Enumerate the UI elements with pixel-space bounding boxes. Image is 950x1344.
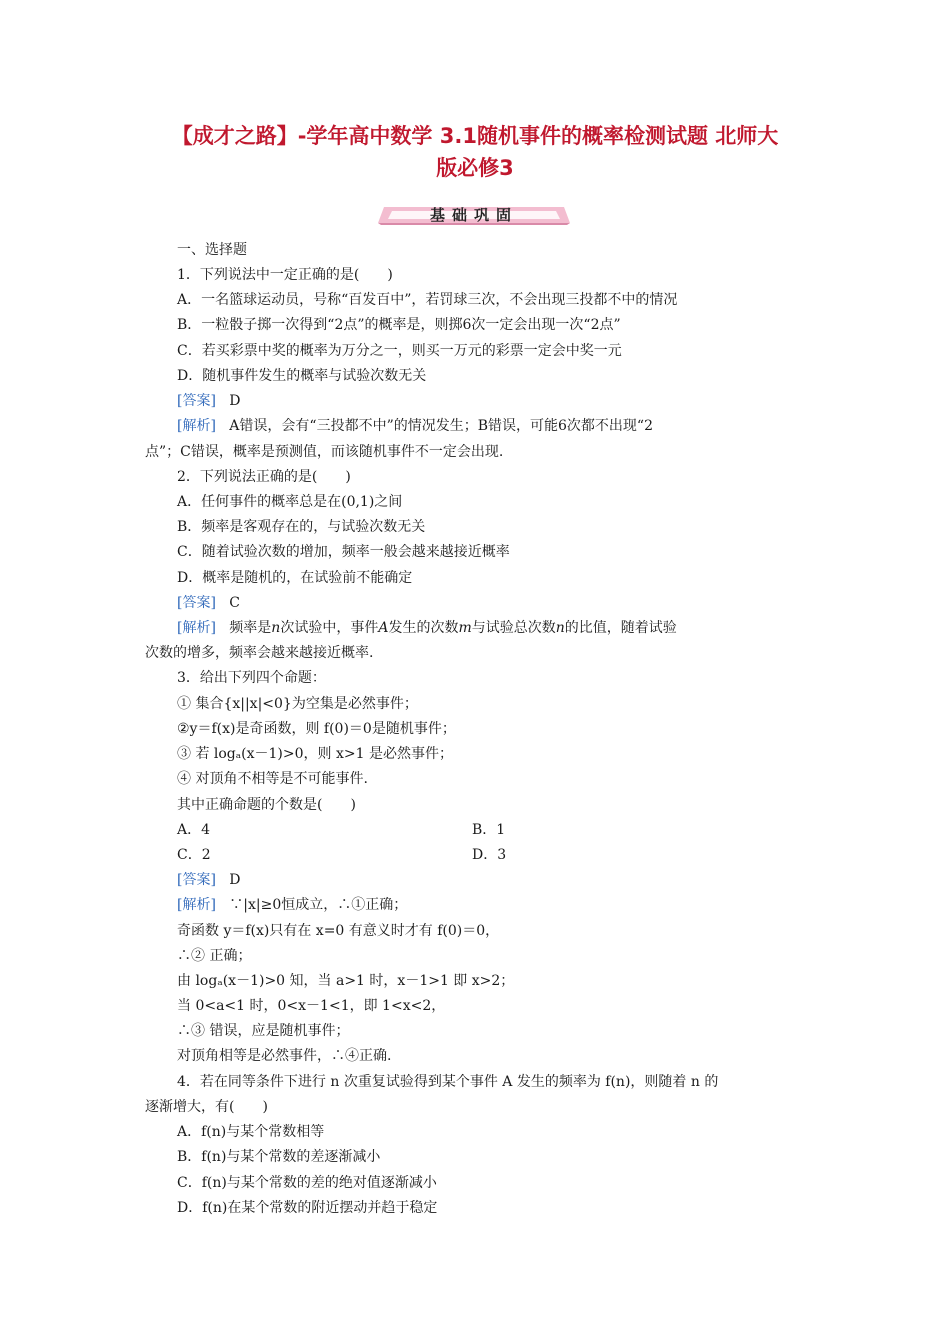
question-1-option-d: D．随机事件发生的概率与试验次数无关 [177,368,427,384]
question-3-proposition-2: ②y＝f(x)是奇函数，则 f(0)＝0是随机事件； [177,721,456,737]
question-3-option-a: A．4 [177,822,211,838]
question-3-analysis-line-7: 对顶角相等是必然事件，∴④正确. [177,1048,392,1064]
question-2-stem: 2．下列说法正确的是( ) [177,469,351,485]
question-3-option-b: B．1 [472,822,506,838]
math-variable: n [555,620,565,636]
question-3-answer [177,870,241,890]
question-3-proposition-3: ③ 若 logₐ(x－1)>0，则 x>1 是必然事件； [177,746,453,762]
answer-value: D [229,393,241,409]
question-2-answer [177,593,240,613]
question-1-analysis-line-2: 点”；C错误，概率是预测值，而该随机事件不一定会出现. [145,444,504,460]
analysis-text: ∵|x|≥0恒成立，∴①正确； [229,897,408,913]
document-title-line-1: 【成才之路】-学年高中数学 3.1随机事件的概率检测试题 北师大 [171,124,779,148]
question-4-option-b: B．f(n)与某个常数的差逐渐减小 [177,1149,381,1165]
question-1-option-b: B．一粒骰子掷一次得到“2点”的概率是，则掷6次一定会出现一次“2点” [177,317,621,333]
question-3-analysis-line-2: 奇函数 y＝f(x)只有在 x=0 有意义时才有 f(0)＝0， [177,923,500,939]
question-3-stem: 3．给出下列四个命题： [177,670,326,686]
answer-value: D [229,872,241,888]
question-3-proposition-1: ① 集合{x||x|<0}为空集是必然事件； [177,696,418,712]
question-1-analysis-line-1 [177,416,653,436]
question-3-analysis-line-6: ∴③ 错误，应是随机事件； [177,1023,350,1039]
analysis-tag: [解析] [177,620,216,636]
question-3-proposition-4: ④ 对顶角不相等是不可能事件. [177,771,368,787]
question-4-option-c: C．f(n)与某个常数的差的绝对值逐渐减小 [177,1175,437,1191]
question-2-analysis-line-1 [177,618,677,638]
question-4-option-d: D．f(n)在某个常数的附近摆动并趋于稳定 [177,1200,438,1216]
math-variable: n [271,620,281,636]
question-1-answer [177,391,241,411]
answer-tag: [答案] [177,872,216,888]
question-2-option-b: B．频率是客观存在的，与试验次数无关 [177,519,426,535]
question-1-stem: 1．下列说法中一定正确的是( ) [177,267,393,283]
question-3-option-c: C．2 [177,847,211,863]
question-4-stem-line-2: 逐渐增大，有( ) [145,1099,268,1115]
question-3-analysis-line-5: 当 0<a<1 时，0<x－1<1，即 1<x<2， [177,998,446,1014]
section-heading: 一、选择题 [177,242,247,258]
section-banner-label: 基础巩固 [429,206,518,224]
math-variable: A [378,620,389,636]
question-3-analysis-line-4: 由 logₐ(x－1)>0 知，当 a>1 时，x－1>1 即 x>2； [177,973,515,989]
question-1-option-a: A．一名篮球运动员，号称“百发百中”，若罚球三次，不会出现三投都不中的情况 [177,292,678,308]
analysis-text: 频率是 [229,620,272,636]
question-1-option-c: C．若买彩票中奖的概率为万分之一，则买一万元的彩票一定会中奖一元 [177,343,622,359]
question-2-option-d: D．概率是随机的，在试验前不能确定 [177,570,413,586]
question-3-ask: 其中正确命题的个数是( ) [177,797,356,813]
question-3-analysis-line-1 [177,895,407,915]
analysis-text: A错误，会有“三投都不中”的情况发生；B错误，可能6次都不出现“2 [229,418,653,434]
analysis-tag: [解析] [177,897,216,913]
analysis-text: 的比值，随着试验 [564,620,677,636]
question-3-option-d: D．3 [472,847,507,863]
analysis-tag: [解析] [177,418,216,434]
analysis-text: 次试验中，事件 [280,620,379,636]
question-3-analysis-line-3: ∴② 正确； [177,948,252,964]
question-4-option-a: A．f(n)与某个常数相等 [177,1124,325,1140]
answer-value: C [229,595,241,611]
analysis-text: 发生的次数 [388,620,459,636]
answer-tag: [答案] [177,393,216,409]
question-2-option-a: A．任何事件的概率总是在(0,1)之间 [177,494,403,510]
question-4-stem-line-1: 4．若在同等条件下进行 n 次重复试验得到某个事件 A 发生的频率为 f(n)，则随着 n 的 [177,1074,719,1090]
question-2-analysis-line-2: 次数的增多，频率会越来越接近概率. [145,645,374,661]
document-title-line-2: 版必修3 [436,156,514,180]
answer-tag: [答案] [177,595,216,611]
math-variable: m [458,620,472,636]
analysis-text: 与试验总次数 [471,620,556,636]
question-2-option-c: C．随着试验次数的增加，频率一般会越来越接近概率 [177,544,510,560]
